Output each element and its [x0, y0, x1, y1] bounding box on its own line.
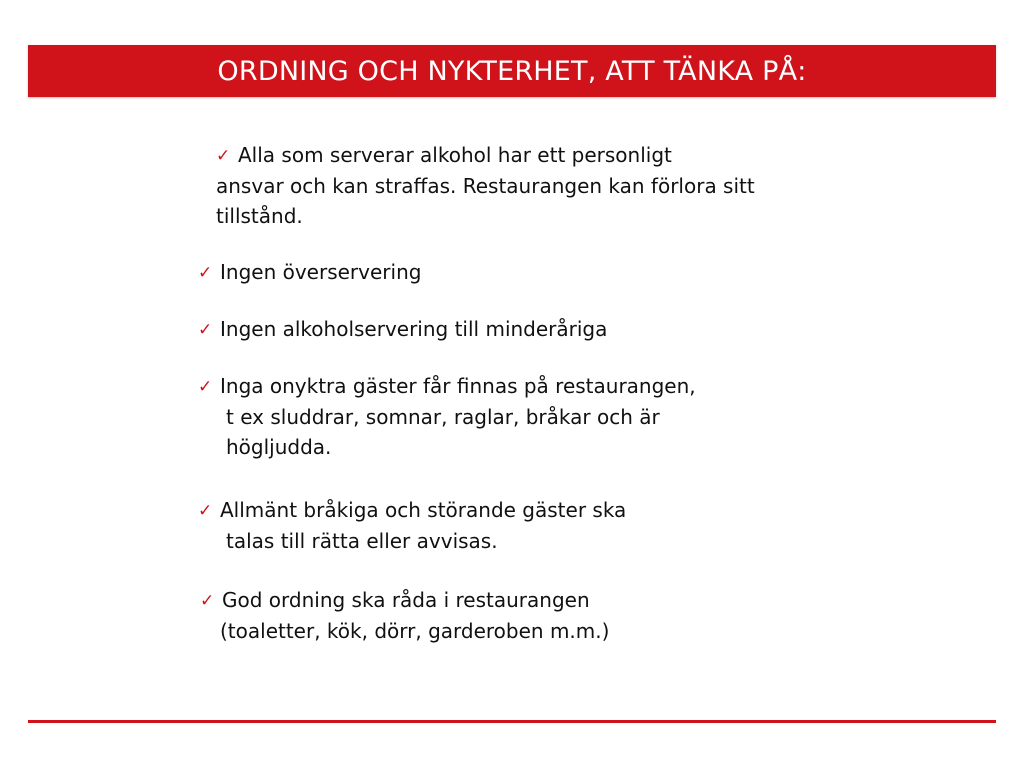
- slide-title: ORDNING OCH NYKTERHET, ATT TÄNKA PÅ:: [217, 56, 807, 87]
- bullet-line: ✓ Allmänt bråkiga och störande gäster ska: [198, 495, 626, 526]
- bullet-good-order: [200, 585, 609, 646]
- bullet-no-intoxicated-guests: [198, 371, 696, 462]
- bullet-line: ✓ God ordning ska råda i restaurangen: [200, 585, 609, 616]
- bullet-disruptive-guests: [198, 495, 626, 556]
- check-icon: ✓: [198, 377, 213, 397]
- bullet-line: t ex sluddrar, somnar, raglar, bråkar och är: [226, 405, 660, 429]
- check-icon: ✓: [216, 146, 231, 166]
- title-bar: [28, 45, 996, 97]
- bottom-divider: [28, 720, 996, 723]
- bullet-personal-responsibility: [216, 140, 755, 231]
- bullet-line: ansvar och kan straffas. Restaurangen kan förlora sitt: [216, 174, 755, 198]
- bullet-line: ✓ Ingen alkoholservering till minderåriga: [198, 314, 607, 345]
- bullet-line: ✓ Alla som serverar alkohol har ett personligt: [216, 140, 755, 171]
- bullet-no-overserving: [198, 257, 421, 288]
- check-icon: ✓: [198, 320, 213, 340]
- bullet-no-minors: [198, 314, 607, 345]
- check-icon: ✓: [198, 501, 213, 521]
- bullet-line: tillstånd.: [216, 204, 303, 228]
- check-icon: ✓: [198, 263, 213, 283]
- check-icon: ✓: [200, 591, 215, 611]
- bullet-line: talas till rätta eller avvisas.: [226, 529, 498, 553]
- bullet-line: ✓ Inga onyktra gäster får finnas på restaurangen,: [198, 371, 696, 402]
- bullet-line: (toaletter, kök, dörr, garderoben m.m.): [220, 619, 610, 643]
- bullet-line: ✓ Ingen överservering: [198, 257, 421, 288]
- bullet-line: högljudda.: [226, 435, 332, 459]
